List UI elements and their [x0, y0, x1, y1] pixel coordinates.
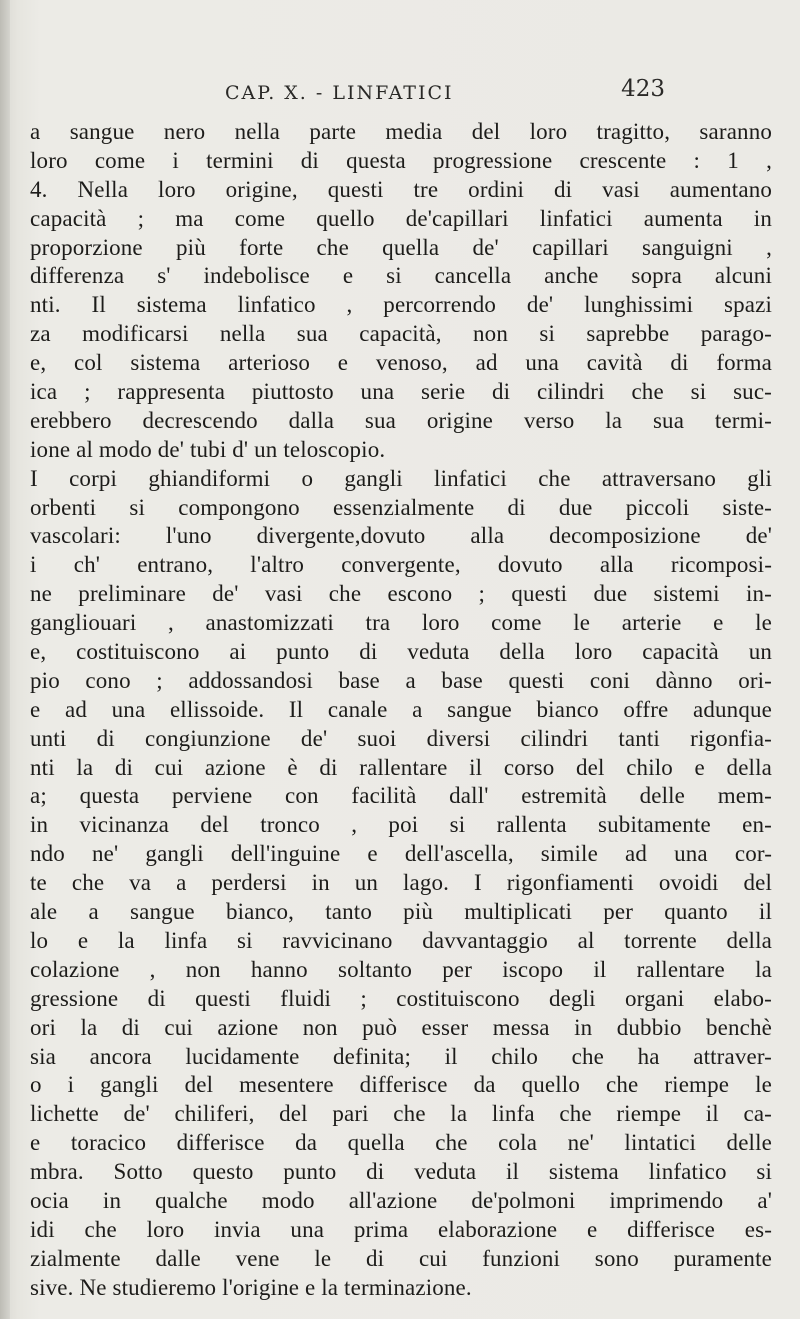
text-line: nti la di cui azione è di rallentare il corso del chilo e della: [30, 754, 772, 780]
text-line: orbenti si compongono essenzialmente di due piccoli siste-: [30, 494, 772, 520]
text-line: gangliouari , anastomizzati tra loro come le arterie e le: [30, 610, 772, 636]
body-text: [30, 118, 772, 1303]
page-number: 423: [621, 76, 665, 102]
text-line: ne preliminare de' vasi che escono ; questi due sistemi in-: [30, 581, 772, 607]
text-line: zialmente dalle vene le di cui funzioni sono puramente: [30, 1245, 772, 1271]
text-line: I corpi ghiandiformi o gangli linfatici che attraversano gli: [30, 465, 772, 491]
text-line: a sangue nero nella parte media del loro tragitto, saranno: [30, 119, 772, 144]
text-line: mbra. Sotto questo punto di veduta il sistema linfatico si: [30, 1159, 772, 1185]
text-line: differenza s' indebolisce e si cancella anche sopra alcuni: [30, 263, 772, 289]
text-line: za modificarsi nella sua capacità, non si saprebbe parago-: [30, 321, 772, 347]
text-line: in vicinanza del tronco , poi si rallenta subitamente en-: [30, 812, 772, 838]
binding-gutter: [0, 0, 10, 1319]
text-line: nti. Il sistema linfatico , percorrendo de' lunghissimi spazi: [30, 292, 772, 318]
text-line: ica ; rappresenta piuttosto una serie di cilindri che si suc-: [30, 379, 772, 405]
text-line: i ch' entrano, l'altro convergente, dovuto alla ricomposi-: [30, 552, 772, 578]
text-line: lichette de' chiliferi, del pari che la linfa che riempe il ca-: [30, 1101, 772, 1127]
text-line: a; questa perviene con facilità dall' estremità delle mem-: [30, 783, 772, 809]
text-line: erebbero decrescendo dalla sua origine verso la sua termi-: [30, 407, 772, 433]
text-line: colazione , non hanno soltanto per iscopo il rallentare la: [30, 956, 772, 982]
text-line: e toracico differisce da quella che cola ne' lintatici delle: [30, 1130, 772, 1156]
text-line: ione al modo de' tubi d' un teloscopio.: [30, 436, 386, 462]
text-line: sia ancora lucidamente definita; il chilo che ha attraver-: [30, 1043, 772, 1069]
text-line: lo e la linfa si ravvicinano davvantaggio al torrente della: [30, 927, 772, 953]
text-line: e ad una ellissoide. Il canale a sangue bianco offre adunque: [30, 696, 772, 722]
text-line: loro come i termini di questa progressione crescente : 1 ,: [30, 147, 772, 173]
text-line: unti di congiunzione de' suoi diversi cilindri tanti rigonfia-: [30, 725, 772, 751]
text-line: ori la di cui azione non può esser messa in dubbio benchè: [30, 1014, 772, 1040]
text-line: ndo ne' gangli dell'inguine e dell'ascella, simile ad una cor-: [30, 841, 772, 867]
page-header: [225, 72, 665, 108]
text-line: capacità ; ma come quello de'capillari linfatici aumenta in: [30, 205, 772, 231]
text-line: ale a sangue bianco, tanto più multiplicati per quanto il: [30, 899, 772, 925]
text-line: ocia in qualche modo all'azione de'polmoni imprimendo a': [30, 1187, 772, 1213]
text-line: pio cono ; addossandosi base a base questi coni dànno ori-: [30, 667, 772, 693]
text-line: vascolari: l'uno divergente,dovuto alla decomposizione de': [30, 523, 772, 549]
text-line: sive. Ne studieremo l'origine e la terminazione.: [30, 1274, 472, 1300]
text-line: idi che loro invia una prima elaborazione e differisce es-: [30, 1216, 772, 1242]
text-line: e, col sistema arterioso e venoso, ad una cavità di forma: [30, 350, 772, 376]
running-head: CAP. X. - LINFATICI: [225, 82, 454, 104]
text-line: gressione di questi fluidi ; costituiscono degli organi elabo-: [30, 985, 772, 1011]
text-line: o i gangli del mesentere differisce da quello che riempe le: [30, 1072, 772, 1098]
text-line: proporzione più forte che quella de' capillari sanguigni ,: [30, 234, 772, 260]
text-line: 4. Nella loro origine, questi tre ordini di vasi aumentano: [30, 176, 772, 202]
text-line: te che va a perdersi in un lago. I rigonfiamenti ovoidi del: [30, 870, 772, 896]
text-line: e, costituiscono ai punto di veduta della loro capacità un: [30, 639, 772, 665]
